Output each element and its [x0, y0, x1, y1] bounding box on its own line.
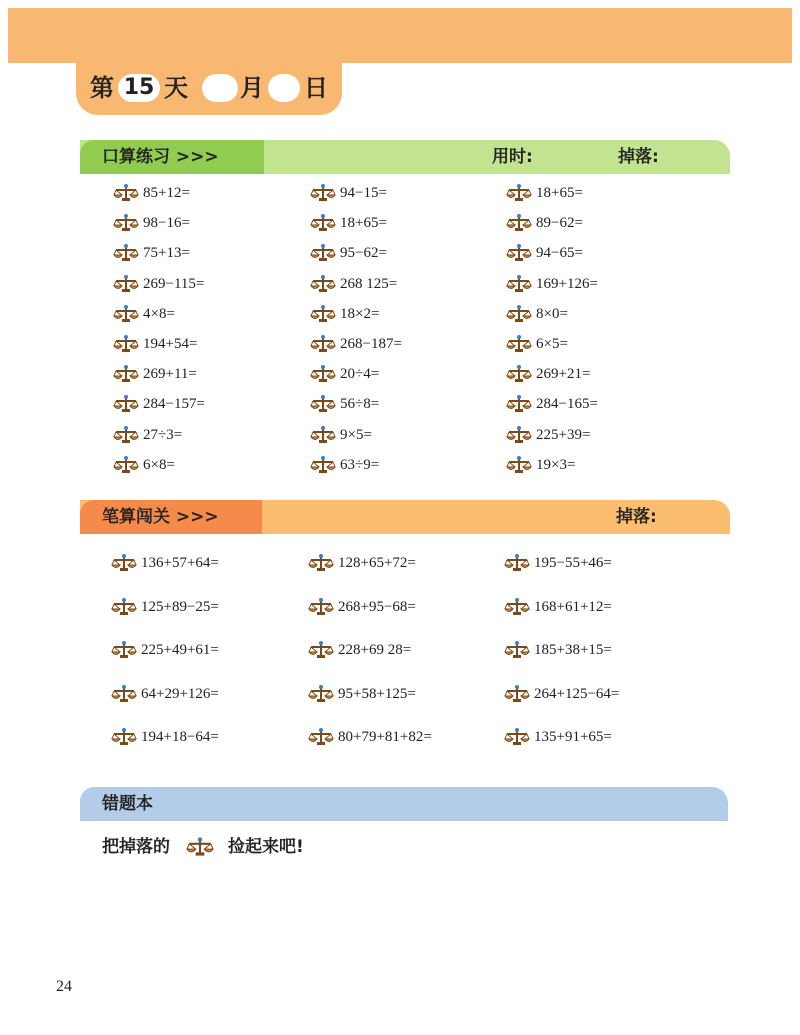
- scale-icon: [113, 364, 139, 384]
- scale-icon: [504, 553, 530, 573]
- oral-section-title: 口算练习 >>>: [80, 140, 264, 174]
- scale-icon: [310, 183, 336, 203]
- problem-text: 128+65+72=: [338, 555, 416, 571]
- problem-text: 8×0=: [536, 305, 568, 322]
- scale-icon: [113, 425, 139, 445]
- written-section-title: 笔算闯关 >>>: [80, 500, 262, 534]
- problem-text: 195−55+46=: [534, 555, 612, 571]
- scale-icon: [113, 183, 139, 203]
- problem-text: 125+89−25=: [141, 598, 219, 615]
- problem-text: 284−165=: [536, 396, 598, 413]
- oral-time-label: 用时:: [492, 147, 533, 167]
- scale-icon: [308, 727, 334, 747]
- scale-icon: [186, 834, 220, 860]
- problem-text: 4×8=: [143, 305, 175, 322]
- problem-text: 6×5=: [536, 336, 568, 352]
- problem-text: 194+18−64=: [141, 729, 219, 745]
- scale-icon: [111, 684, 137, 704]
- problem-text: 19×3=: [536, 456, 576, 473]
- scale-icon: [310, 304, 336, 324]
- day-input[interactable]: [268, 74, 300, 102]
- problem-text: 168+61+12=: [534, 598, 612, 615]
- problem-text: 98−16=: [143, 215, 190, 232]
- problem-text: 94−65=: [536, 245, 583, 262]
- month-label: 月: [240, 74, 264, 102]
- problem-text: 20÷4=: [340, 366, 380, 383]
- scale-icon: [310, 364, 336, 384]
- problem-text: 268−187=: [340, 336, 402, 352]
- day-prefix: 第: [90, 74, 114, 102]
- scale-icon: [113, 274, 139, 294]
- problem-text: 56÷8=: [340, 396, 380, 413]
- problem-text: 269+11=: [143, 366, 197, 383]
- scale-icon: [506, 455, 532, 475]
- scale-icon: [310, 274, 336, 294]
- scale-icon: [504, 597, 530, 617]
- scale-icon: [310, 425, 336, 445]
- scale-icon: [113, 334, 139, 354]
- problem-text: 228+69 28=: [338, 642, 412, 658]
- page-number: 24: [56, 978, 72, 995]
- problem-text: 94−15=: [340, 185, 387, 201]
- mistakes-note-before: 把掉落的: [102, 837, 170, 857]
- problem-text: 135+91+65=: [534, 729, 612, 745]
- scale-icon: [308, 640, 334, 660]
- scale-icon: [504, 640, 530, 660]
- scale-icon: [504, 684, 530, 704]
- scale-icon: [506, 425, 532, 445]
- written-drop-label: 掉落:: [616, 507, 657, 527]
- problem-text: 268 125=: [340, 275, 398, 292]
- problem-text: 264+125−64=: [534, 685, 620, 702]
- scale-icon: [506, 364, 532, 384]
- scale-icon: [113, 213, 139, 233]
- problem-text: 27÷3=: [143, 426, 183, 443]
- problem-text: 64+29+126=: [141, 685, 219, 702]
- problem-text: 269−115=: [143, 275, 205, 292]
- problem-text: 18+65=: [536, 185, 583, 201]
- scale-icon: [308, 597, 334, 617]
- scale-icon: [310, 243, 336, 263]
- problem-text: 75+13=: [143, 245, 190, 262]
- scale-icon: [506, 243, 532, 263]
- mistakes-bar: [80, 787, 728, 821]
- problem-text: 95−62=: [340, 245, 387, 262]
- scale-icon: [111, 640, 137, 660]
- scale-icon: [310, 394, 336, 414]
- scale-icon: [113, 304, 139, 324]
- problem-text: 80+79+81+82=: [338, 729, 432, 745]
- problem-text: 95+58+125=: [338, 685, 416, 702]
- scale-icon: [506, 304, 532, 324]
- scale-icon: [310, 334, 336, 354]
- day-number-pill: [118, 74, 160, 102]
- scale-icon: [111, 553, 137, 573]
- problem-text: 269+21=: [536, 366, 591, 383]
- scale-icon: [504, 727, 530, 747]
- problem-text: 268+95−68=: [338, 598, 416, 615]
- scale-icon: [310, 213, 336, 233]
- problem-text: 225+49+61=: [141, 642, 219, 658]
- problem-text: 18+65=: [340, 215, 387, 232]
- problem-text: 6×8=: [143, 456, 175, 473]
- mistakes-title: 错题本: [102, 794, 153, 814]
- problem-text: 9×5=: [340, 426, 372, 443]
- problem-text: 194+54=: [143, 336, 198, 352]
- scale-icon: [113, 455, 139, 475]
- problem-text: 185+38+15=: [534, 642, 612, 658]
- month-input[interactable]: [202, 74, 238, 102]
- header-band: [8, 8, 792, 63]
- day-suffix: 天: [164, 74, 188, 102]
- problem-text: 18×2=: [340, 305, 380, 322]
- scale-icon: [113, 394, 139, 414]
- problem-text: 225+39=: [536, 426, 591, 443]
- problem-text: 284−157=: [143, 396, 205, 413]
- problem-text: 89−62=: [536, 215, 583, 232]
- problem-text: 136+57+64=: [141, 555, 219, 571]
- scale-icon: [308, 553, 334, 573]
- scale-icon: [310, 455, 336, 475]
- scale-icon: [506, 274, 532, 294]
- problem-text: 85+12=: [143, 185, 190, 201]
- mistakes-note-after: 捡起来吧!: [228, 837, 304, 857]
- day-label: 日: [304, 74, 328, 102]
- scale-icon: [308, 684, 334, 704]
- scale-icon: [113, 243, 139, 263]
- scale-icon: [111, 727, 137, 747]
- problem-text: 63÷9=: [340, 456, 380, 473]
- scale-icon: [506, 183, 532, 203]
- day-number: 15: [123, 75, 155, 100]
- problem-text: 169+126=: [536, 275, 598, 292]
- scale-icon: [506, 213, 532, 233]
- scale-icon: [111, 597, 137, 617]
- scale-icon: [506, 394, 532, 414]
- scale-icon: [506, 334, 532, 354]
- oral-drop-label: 掉落:: [618, 147, 659, 167]
